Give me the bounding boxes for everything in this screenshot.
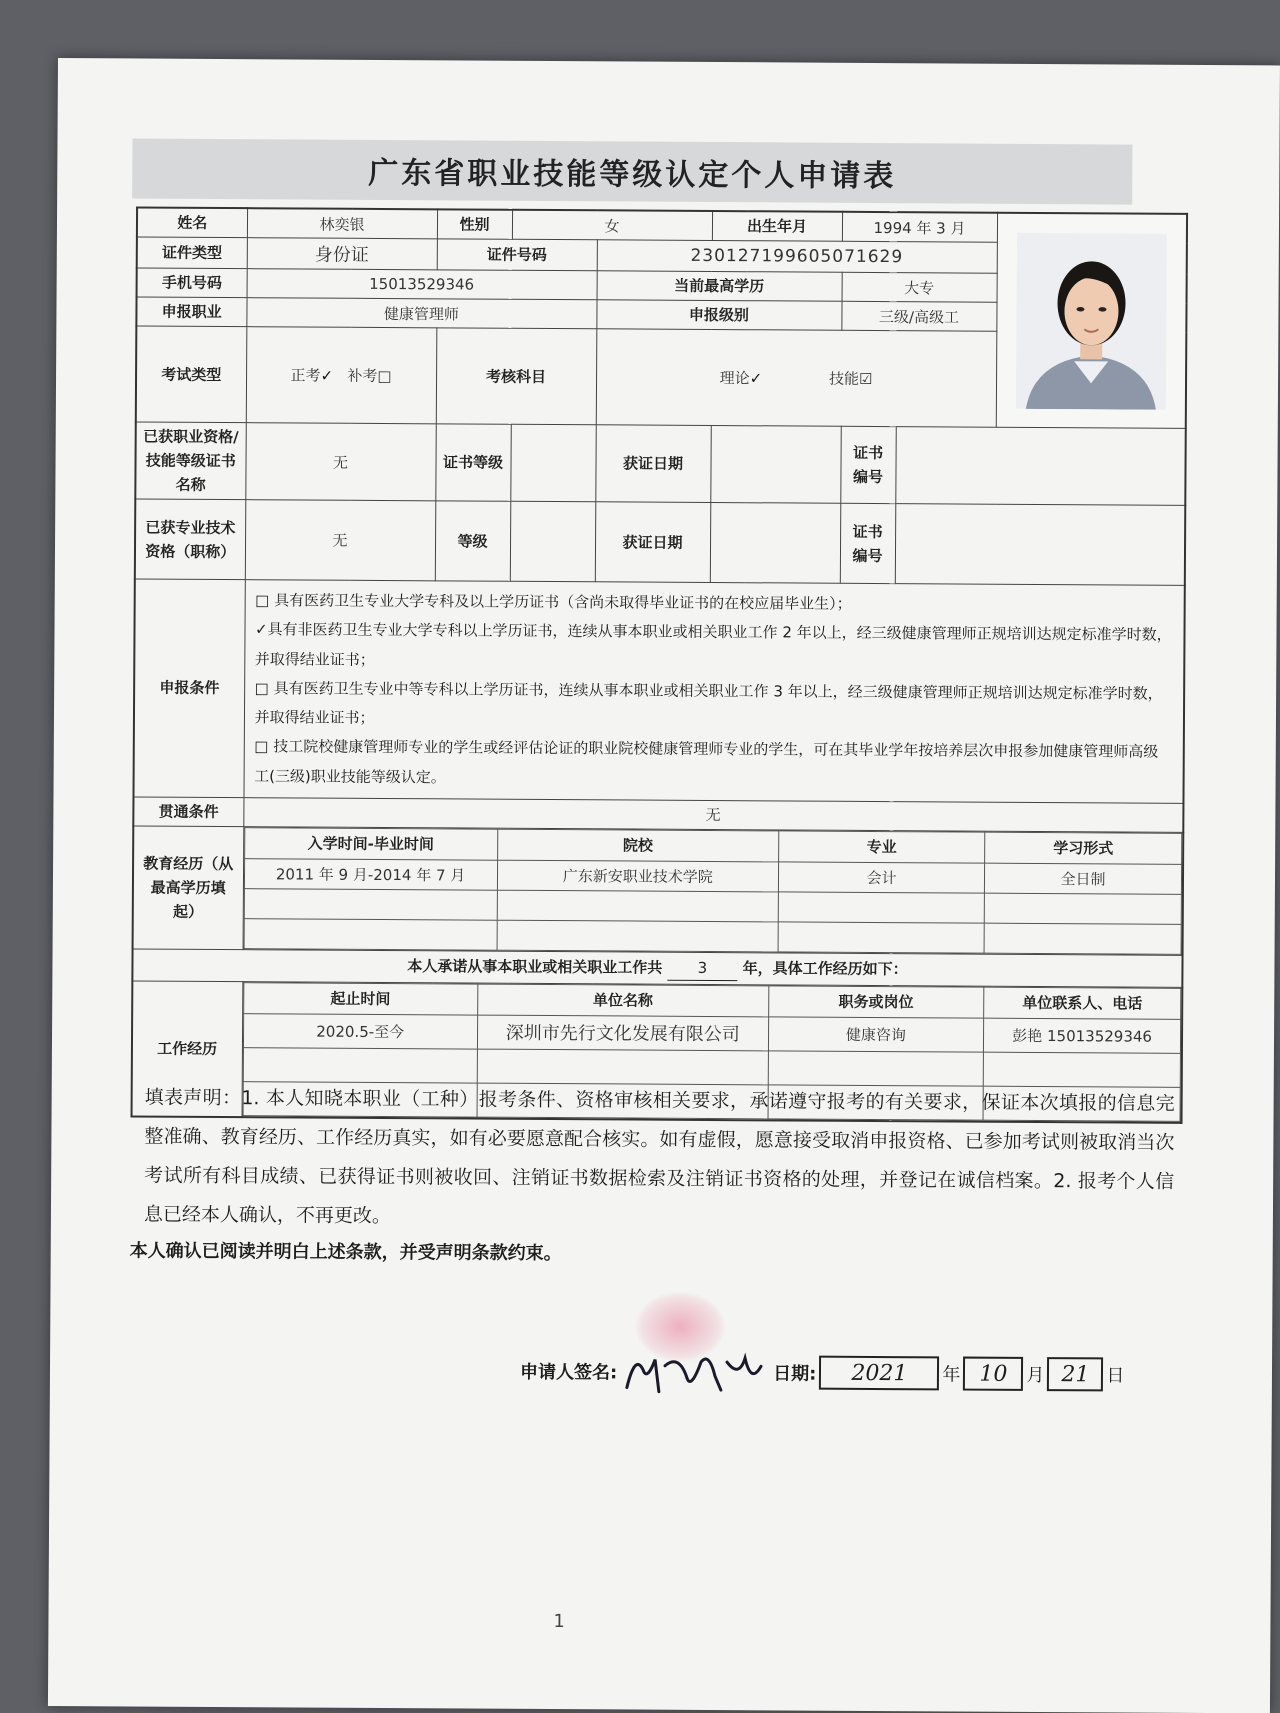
row-conditions xyxy=(133,579,1184,803)
checkmark-icon: ✓ xyxy=(320,366,334,385)
table-row xyxy=(243,1013,1181,1053)
edu-cell: 广东新安职业技术学院 xyxy=(497,860,778,892)
condition-item: □ 具有医药卫生专业大学专科及以上学历证书（含尚未取得毕业证书的在校应届毕业生）； xyxy=(255,591,852,613)
work-header: 起止时间 xyxy=(243,982,478,1014)
edu-label: 当前最高学历 xyxy=(597,271,842,301)
gender-label: 性别 xyxy=(437,209,512,239)
exam-subject-label: 考核科目 xyxy=(436,328,597,425)
job-label: 申报职业 xyxy=(136,297,246,327)
condition-item: □ 技工院校健康管理师专业的学生或经评估论证的职业院校健康管理师专业的学生，可在其毕业学年按培养层次申报参加健康管理师高级工(三级)职业技能等级认定。 xyxy=(254,737,1159,786)
row-cert1 xyxy=(135,422,1185,505)
birth-value: 1994 年 3 月 xyxy=(842,212,997,242)
cert2-name: 无 xyxy=(245,500,436,581)
work-cell-item: 健康咨询 xyxy=(768,1017,984,1052)
idtype-label: 证件类型 xyxy=(137,237,247,269)
checkbox-checked-icon: ☑ xyxy=(858,369,873,388)
year-unit: 年 xyxy=(942,1364,961,1386)
checkmark-icon: ✓ xyxy=(749,369,763,388)
education-label: 教育经历（从最高学历填起） xyxy=(133,826,244,950)
work-cell-item xyxy=(477,1049,768,1085)
education-cell xyxy=(243,826,1184,955)
applicant-photo xyxy=(1016,232,1167,409)
cert2-label: 已获专业技术资格（职称） xyxy=(135,499,245,580)
cert1-date-value xyxy=(710,425,840,503)
gender-value: 女 xyxy=(512,210,712,241)
edu-cell xyxy=(778,922,984,953)
edu-cell: 全日制 xyxy=(985,863,1182,894)
day-unit: 日 xyxy=(1106,1365,1125,1387)
edu-cell xyxy=(497,890,778,922)
work-cell-item xyxy=(768,1051,984,1086)
theory-text: 理论 xyxy=(719,369,750,388)
cert2-no-value xyxy=(895,504,1185,586)
condition-item: ✓具有非医药卫生专业大学专科以上学历证书，连续从事本职业或相关职业工作 2 年以上，经三级健康管理师正规培训达规定标准学时数，并取得结业证书； xyxy=(254,620,1172,669)
work-cell-item xyxy=(243,1047,478,1082)
cert2-grade-value xyxy=(510,501,595,582)
idno-value: 230127199605071629 xyxy=(597,240,997,273)
row-cert2 xyxy=(135,499,1186,585)
confirm-text: 本人确认已阅读并明白上述条款，并受声明条款约束。 xyxy=(129,1240,562,1264)
row-education xyxy=(133,826,1184,955)
work-header: 单位名称 xyxy=(478,984,769,1017)
cert1-name: 无 xyxy=(245,423,435,501)
name-value: 林奕银 xyxy=(247,208,437,239)
edu-header: 院校 xyxy=(497,829,778,862)
declaration-section xyxy=(130,1078,1181,1268)
edu-header: 学习形式 xyxy=(985,832,1182,864)
condition-item: □ 具有医药卫生专业中等专科以上学历证书，连续从事本职业或相关职业工作 3 年以上，经三级健康管理师正规培训达规定标准学时数，并取得结业证书； xyxy=(254,678,1163,727)
phone-label: 手机号码 xyxy=(137,268,247,298)
promise-prefix: 本人承诺从事本职业或相关职业工作共 xyxy=(407,956,663,977)
edu-cell xyxy=(244,918,497,950)
edu-cell: 2011 年 9 月-2014 年 7 月 xyxy=(244,858,497,890)
phone-value: 15013529346 xyxy=(247,269,597,300)
form-title: 广东省职业技能等级认定个人申请表 xyxy=(132,138,1132,204)
work-cell-item: 彭艳 15013529346 xyxy=(984,1018,1181,1053)
cert2-no-label: 证书编号 xyxy=(840,503,895,583)
work-label: 工作经历 xyxy=(132,981,243,1117)
idtype-value: 身份证 xyxy=(247,238,437,270)
declaration-text: 填表声明：1. 本人知晓本职业（工种）报考条件、资格审核相关要求，承诺遵守报考的有关要求，保证本次填报的信息完整准确、教育经历、工作经历真实，如有必要愿意配合核实。如有虚假，愿意接受取消申报资格、已参加考试则被取消当次考试所有科目成绩、已获得证书则被收回、注销证书数据检索及注销证书资格的处理，并登记在诚信档案。2. 报考个人信息已经本人确认，不再更改。 xyxy=(143,1086,1175,1227)
sign-label: 申请人签名: xyxy=(519,1361,618,1384)
cert2-grade-label: 等级 xyxy=(435,501,510,581)
date-month: 10 xyxy=(963,1357,1023,1391)
cert1-no-value xyxy=(895,427,1185,506)
edu-cell xyxy=(497,920,778,952)
cert1-grade-label: 证书等级 xyxy=(435,424,510,501)
conditions-list xyxy=(243,580,1184,803)
handwritten-signature-icon xyxy=(617,1347,767,1396)
cert1-no-label: 证书编号 xyxy=(840,426,895,503)
application-form-sheet xyxy=(48,58,1280,1713)
exam-type-label: 考试类型 xyxy=(136,326,247,423)
cert1-grade-value xyxy=(510,424,595,502)
edu-cell: 会计 xyxy=(778,862,984,893)
work-header: 职务或岗位 xyxy=(768,986,984,1018)
through-label: 贯通条件 xyxy=(133,797,243,827)
conditions-label: 申报条件 xyxy=(133,579,244,797)
edu-cell xyxy=(244,888,497,920)
level-label: 申报级别 xyxy=(596,300,841,330)
work-cell-item xyxy=(983,1052,1180,1087)
date-day: 21 xyxy=(1047,1357,1103,1391)
education-table xyxy=(243,827,1182,955)
job-value: 健康管理师 xyxy=(246,298,596,329)
edu-value: 大专 xyxy=(842,272,997,302)
exam-normal-text: 正考 xyxy=(290,366,321,385)
through-value: 无 xyxy=(243,797,1183,832)
work-cell-item: 2020.5-至今 xyxy=(243,1013,478,1048)
edu-header: 入学时间-毕业时间 xyxy=(244,827,497,860)
photo-cell xyxy=(996,213,1187,429)
cert2-date-value xyxy=(710,502,841,583)
edu-header: 专业 xyxy=(778,831,984,863)
application-table xyxy=(131,206,1189,1123)
skill-text: 技能 xyxy=(828,369,860,388)
edu-cell xyxy=(984,893,1181,924)
date-label: 日期: xyxy=(773,1363,817,1385)
exam-makeup-text: 补考□ xyxy=(347,366,392,386)
idno-label: 证件号码 xyxy=(437,239,597,271)
month-unit: 月 xyxy=(1026,1364,1045,1387)
exam-type-options xyxy=(246,327,437,424)
work-header: 单位联系人、电话 xyxy=(984,987,1181,1019)
promise-suffix: 年，具体工作经历如下： xyxy=(742,958,908,978)
cert1-label: 已获职业资格/技能等级证书名称 xyxy=(135,422,245,500)
name-label: 姓名 xyxy=(137,207,247,237)
birth-label: 出生年月 xyxy=(712,211,842,241)
level-value: 三级/高级工 xyxy=(841,301,996,331)
page-number: 1 xyxy=(553,1611,565,1633)
cert1-date-label: 获证日期 xyxy=(595,425,710,503)
table-row xyxy=(244,918,1182,954)
promise-years: 3 xyxy=(667,955,737,980)
signature-row xyxy=(520,1351,1170,1395)
cert2-date-label: 获证日期 xyxy=(595,502,711,583)
edu-cell xyxy=(778,892,984,923)
date-year: 2021 xyxy=(819,1356,939,1391)
work-cell-item: 深圳市先行文化发展有限公司 xyxy=(477,1015,768,1051)
edu-cell xyxy=(984,923,1181,954)
exam-subject-options xyxy=(596,329,997,427)
